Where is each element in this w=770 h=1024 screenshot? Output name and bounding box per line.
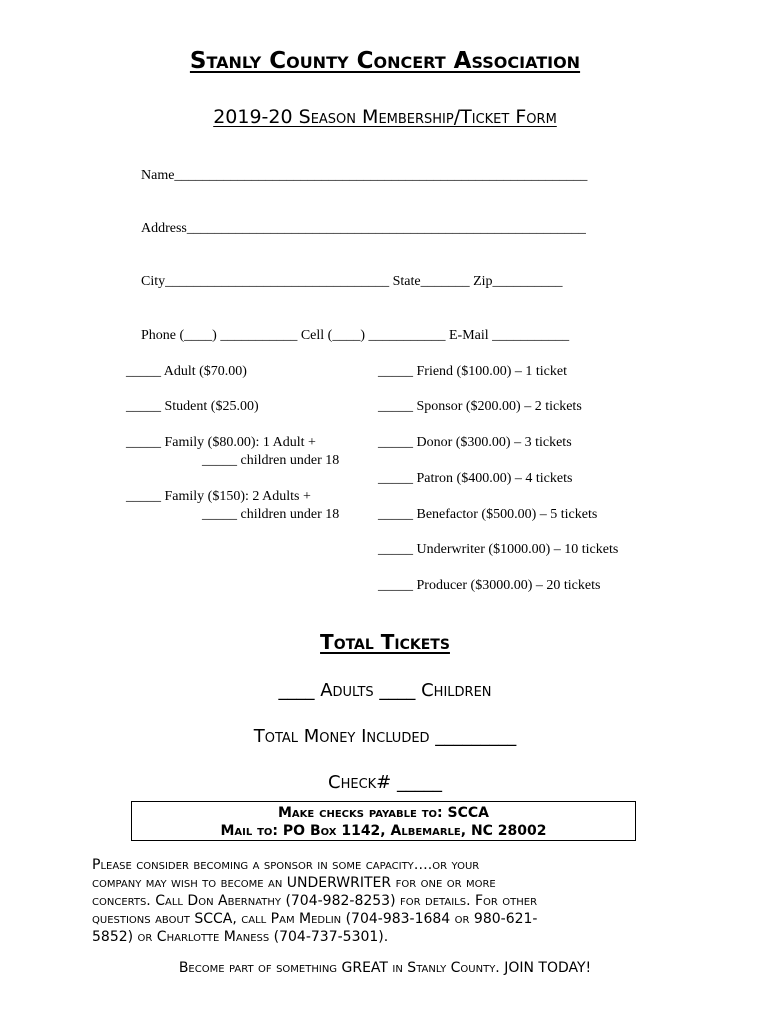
page-title: Stanly County Concert Association [189,48,581,74]
sponsor-option[interactable]: _____ Sponsor ($200.00) – 2 tickets [378,399,582,414]
total-money-field[interactable]: Total Money Included _________ [253,726,517,747]
friend-option[interactable]: _____ Friend ($100.00) – 1 ticket [378,364,567,379]
form-subtitle: 2019-20 Season Membership/Ticket Form [213,106,557,128]
family-1-children-field[interactable]: _____ children under 18 [202,453,340,468]
check-number-field[interactable]: Check# _____ [328,772,442,793]
paragraph-line: 5852) or Charlotte Maness (704-737-5301). [92,929,389,945]
payment-instructions-box [131,801,636,841]
address-field[interactable]: Address_________________________________________________________ [141,221,586,236]
underwriter-option[interactable]: _____ Underwriter ($1000.00) – 10 tickets [378,542,619,557]
payable-to-text: Make checks payable to: SCCA [277,805,489,821]
city-state-zip-field[interactable]: City________________________________ State_______ Zip__________ [141,274,563,289]
paragraph-line: questions about SCCA, call Pam Medlin (704-983-1684 or 980-621- [92,911,538,927]
paragraph-line: Please consider becoming a sponsor in some capacity….or your [92,857,480,873]
family-1-adult-option[interactable]: _____ Family ($80.00): 1 Adult + [126,435,316,450]
mail-to-text: Mail to: PO Box 1142, Albemarle, NC 28002 [220,823,547,839]
phone-cell-email-field[interactable]: Phone (____) ___________ Cell (____) ___________ E-Mail ___________ [141,328,570,343]
sponsor-paragraph [92,856,692,946]
name-field[interactable]: Name___________________________________________________________ [141,168,588,183]
family-2-children-field[interactable]: _____ children under 18 [202,507,340,522]
producer-option[interactable]: _____ Producer ($3000.00) – 20 tickets [378,578,601,593]
donor-option[interactable]: _____ Donor ($300.00) – 3 tickets [378,435,572,450]
student-option[interactable]: _____ Student ($25.00) [126,399,259,414]
benefactor-option[interactable]: _____ Benefactor ($500.00) – 5 tickets [378,507,598,522]
adults-children-field[interactable]: ____ Adults ____ Children [278,680,492,701]
adult-option[interactable]: _____ Adult ($70.00) [126,364,247,379]
patron-option[interactable]: _____ Patron ($400.00) – 4 tickets [378,471,573,486]
paragraph-line: concerts. Call Don Abernathy (704-982-8253) for details. For other [92,893,538,909]
total-tickets-heading: Total Tickets [320,630,450,654]
paragraph-line: company may wish to become an UNDERWRITER for one or more [92,875,496,891]
family-2-adults-option[interactable]: _____ Family ($150): 2 Adults + [126,489,311,504]
footer-slogan: Become part of something GREAT in Stanly County. JOIN TODAY! [178,960,592,976]
